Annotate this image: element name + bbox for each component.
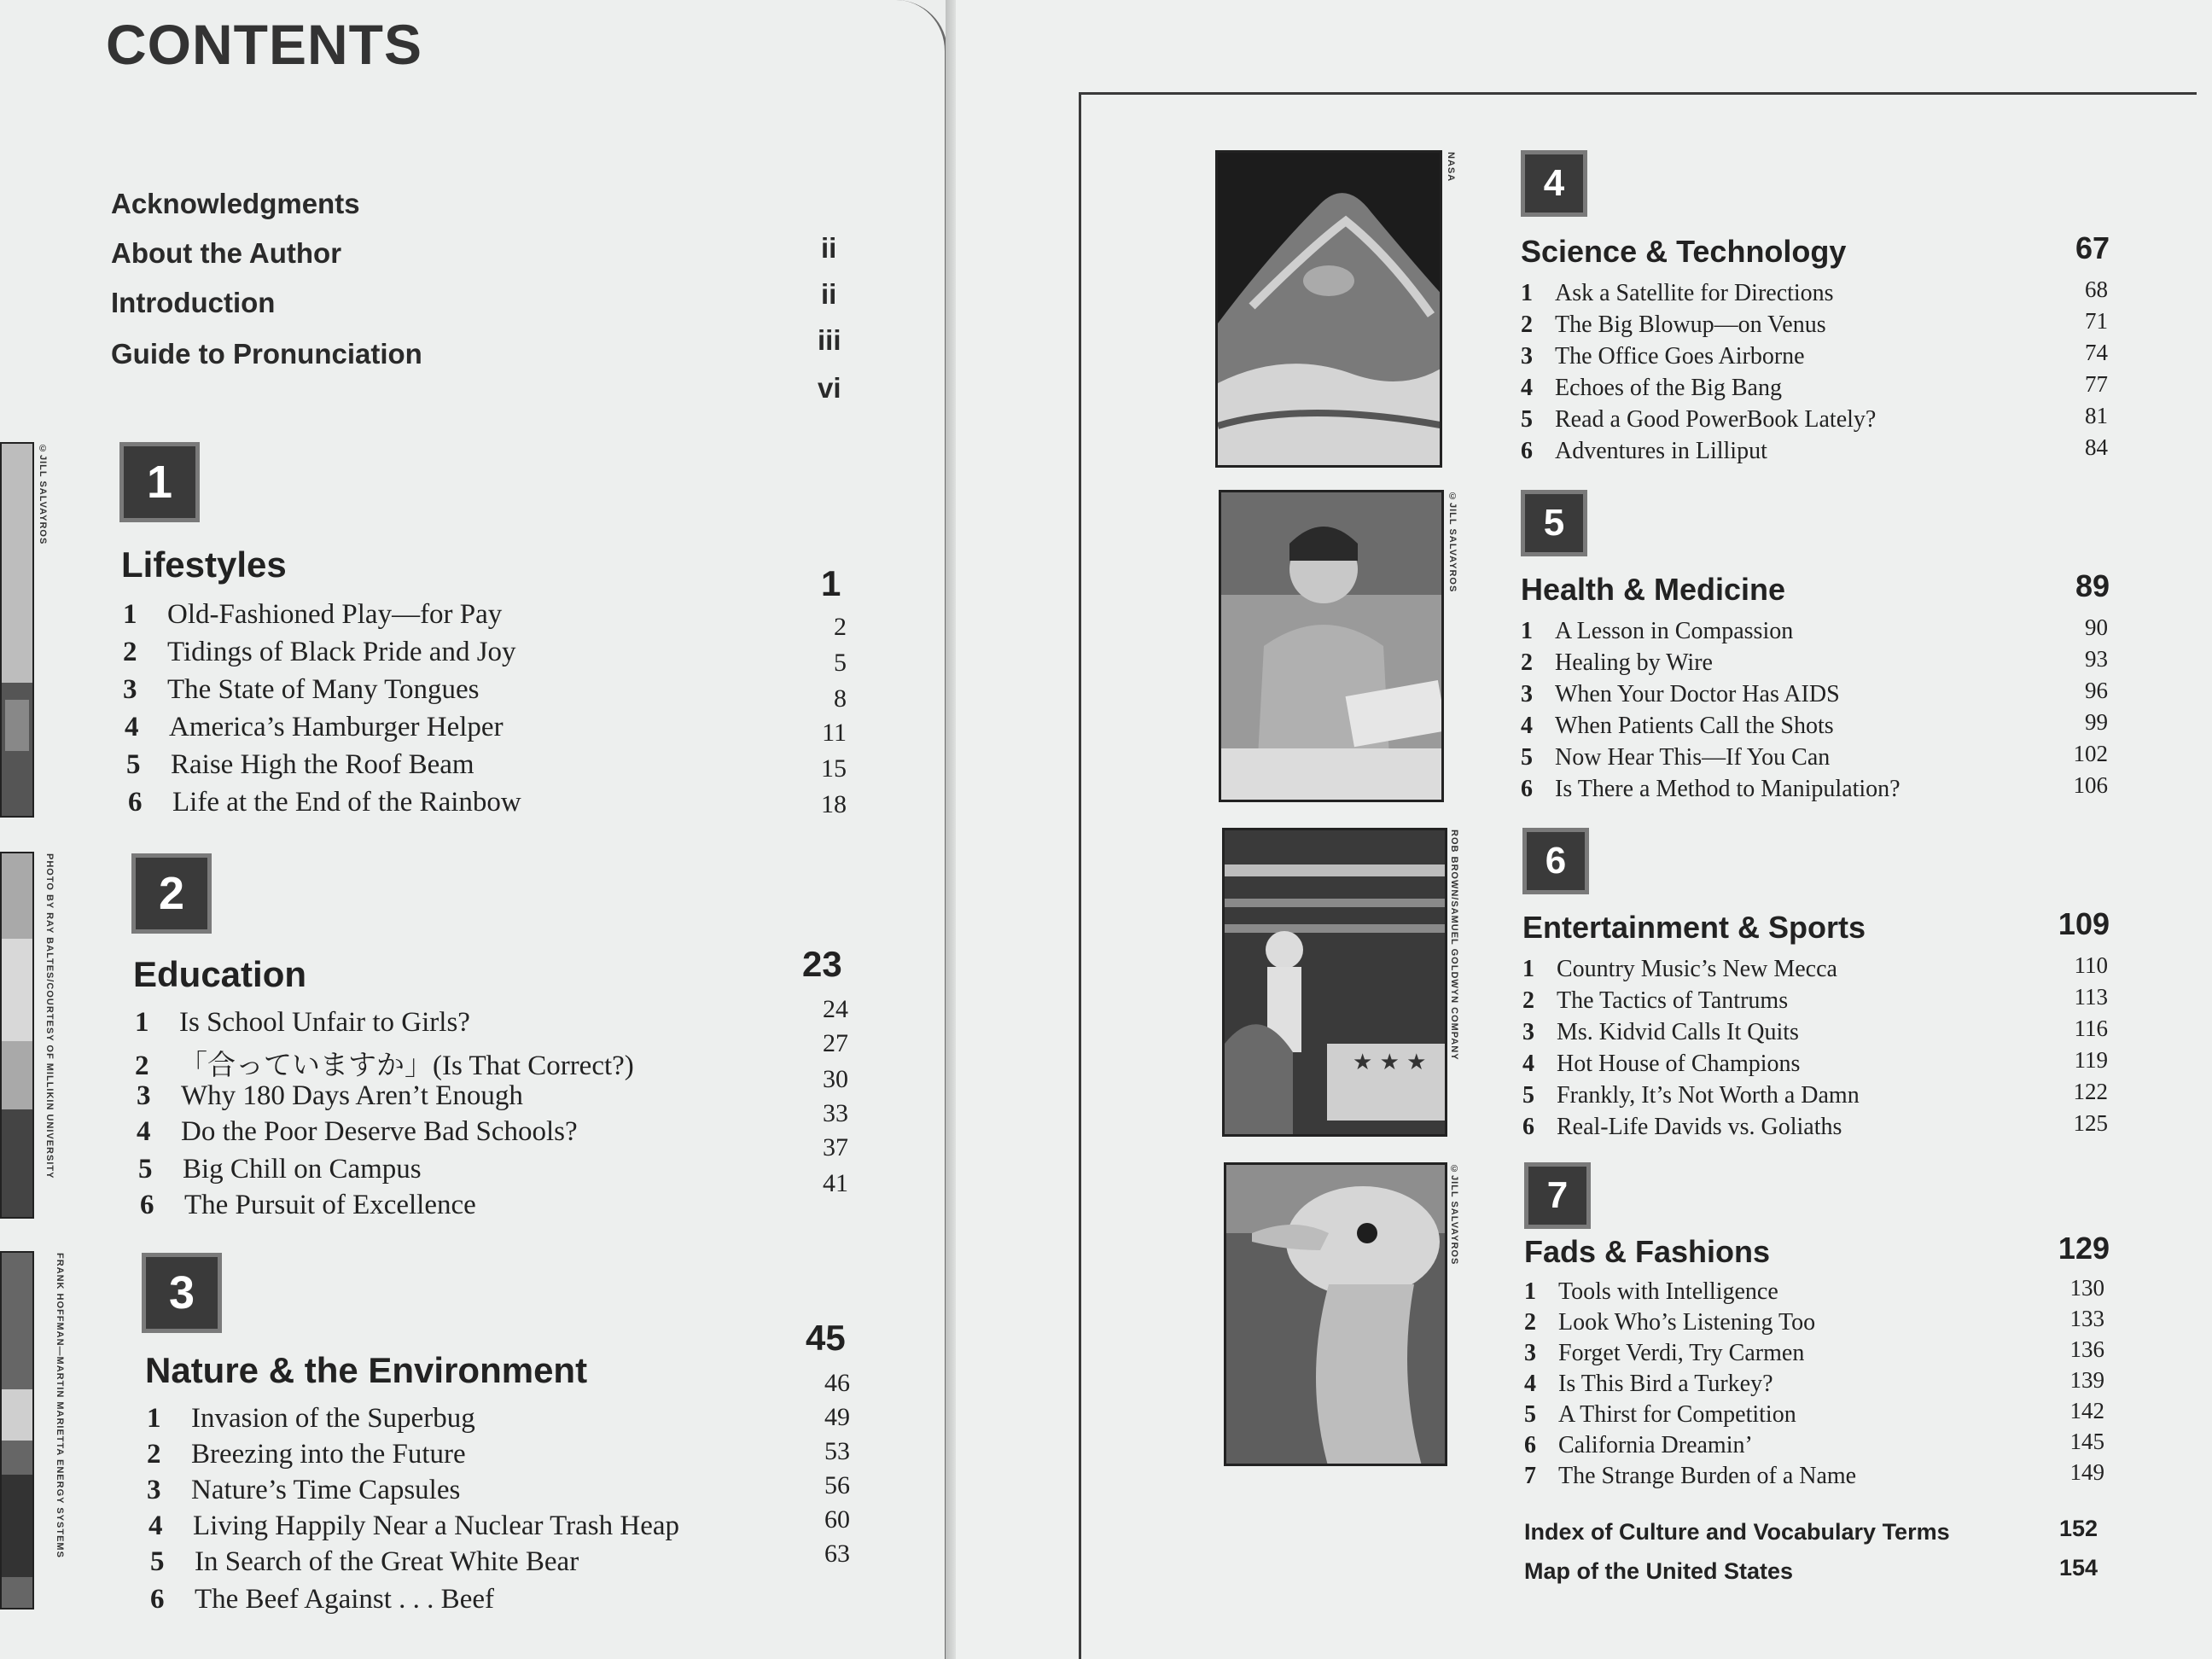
lesson-page: 68 [2085,276,2108,302]
unit-page-number: 109 [2058,906,2110,941]
lesson-page: 46 [824,1369,850,1397]
svg-text:★ ★ ★: ★ ★ ★ [1353,1050,1427,1075]
lesson-page: 63 [824,1540,850,1568]
lesson-page: 125 [2073,1110,2108,1136]
lesson-entry: 2 Healing by Wire [1521,649,1713,676]
lesson-entry: 4 Hot House of Champions [1522,1051,1801,1077]
lesson-page: 90 [2085,614,2108,640]
lesson-page: 110 [2074,952,2108,978]
front-matter-page: vi [818,372,841,404]
unit-number-badge: 7 [1524,1162,1591,1229]
lesson-page: 84 [2085,434,2108,460]
lesson-page: 142 [2069,1398,2104,1423]
lesson-page: 53 [824,1437,850,1465]
photo-credit: NASA [1446,152,1456,183]
photo-strip-image [2,853,34,1219]
lesson-page: 81 [2085,403,2108,428]
lesson-page: 77 [2085,371,2108,397]
unit-title: Health & Medicine [1521,572,1786,607]
photo-ostrich [1224,1162,1447,1466]
lesson-page: 149 [2069,1459,2104,1485]
lesson-entry: 4 Echoes of the Big Bang [1521,375,1782,401]
lesson-entry: 5 A Thirst for Competition [1524,1401,1796,1428]
lesson-page: 33 [823,1099,848,1127]
lesson-page: 56 [824,1471,850,1499]
lesson-page: 41 [823,1169,848,1197]
back-matter-page: 154 [2058,1555,2098,1580]
lesson-entry: 5 Now Hear This—If You Can [1521,744,1831,771]
unit-page-number: 45 [806,1318,846,1358]
lesson-entry: 3 Nature’s Time Capsules [147,1475,461,1505]
lesson-page: 122 [2073,1079,2108,1104]
lesson-page: 18 [821,790,847,818]
front-matter-page: ii [821,278,837,310]
lesson-entry: 2 Look Who’s Listening Too [1524,1309,1816,1336]
lesson-entry: 2 Breezing into the Future [147,1439,466,1470]
lesson-page: 49 [824,1403,850,1431]
lesson-page: 116 [2074,1016,2108,1041]
photo-credit: PHOTO BY RAY BALTES/COURTESY OF MILLIKIN UNIVERSITY [44,853,55,1179]
lesson-entry: 2 The Big Blowup—on Venus [1521,311,1826,338]
front-matter-item: Guide to Pronunciation [111,338,422,370]
lesson-page: 119 [2074,1047,2108,1073]
front-matter-page: iii [818,324,841,356]
unit-page-number: 89 [2075,568,2110,603]
lesson-entry: 5 In Search of the Great White Bear [150,1546,579,1577]
lesson-entry: 4 Is This Bird a Turkey? [1524,1371,1773,1397]
lesson-page: 15 [821,754,847,783]
lesson-entry: 7 The Strange Burden of a Name [1524,1463,1857,1489]
lesson-page: 93 [2085,646,2108,672]
lesson-entry: 2 The Tactics of Tantrums [1522,987,1789,1014]
lesson-entry: 5 Read a Good PowerBook Lately? [1521,406,1877,433]
back-matter-item: Map of the United States [1524,1558,1794,1584]
lesson-page: 11 [822,719,847,747]
lesson-entry: 3 Ms. Kidvid Calls It Quits [1522,1019,1799,1045]
lesson-page: 136 [2069,1336,2104,1362]
photo-credit: ©JILL SALVAYROS [1447,492,1458,593]
unit-number-badge: 4 [1521,150,1587,217]
lesson-page: 74 [2085,340,2108,365]
lesson-entry: 2 「合っていますか」(Is That Correct?) [135,1051,634,1081]
photo-venus [1215,150,1442,468]
lesson-entry: 1 A Lesson in Compassion [1521,618,1794,644]
lesson-page: 106 [2073,772,2108,798]
page-title: CONTENTS [106,13,422,76]
lesson-entry: 1 Tools with Intelligence [1524,1278,1778,1305]
lesson-entry: 6 Adventures in Lilliput [1521,438,1767,464]
lesson-page: 24 [823,995,848,1023]
photo-strip [0,1251,34,1610]
photo-credit: ©JILL SALVAYROS [1449,1164,1459,1266]
lesson-entry: 1 Is School Unfair to Girls? [135,1007,470,1038]
back-matter-page: 152 [2058,1516,2098,1541]
lesson-entry: 6 Is There a Method to Manipulation? [1521,776,1901,802]
unit-page-number: 129 [2058,1231,2110,1266]
lesson-page: 113 [2074,984,2108,1010]
unit-title: Education [133,954,307,994]
left-page [0,0,947,1659]
lesson-entry: 4 Living Happily Near a Nuclear Trash Heap [148,1511,680,1541]
front-matter-item: Acknowledgments [111,188,360,219]
lesson-entry: 6 Real-Life Davids vs. Goliaths [1522,1114,1842,1140]
lesson-entry: 3 When Your Doctor Has AIDS [1521,681,1840,707]
lesson-page: 2 [834,613,847,641]
unit-title: Entertainment & Sports [1522,910,1866,945]
photo-entertainment [1222,828,1447,1137]
unit-number-badge: 1 [119,442,200,522]
lesson-page: 96 [2085,678,2108,703]
doctor-image [1221,492,1444,802]
lesson-entry: 4 America’s Hamburger Helper [125,712,504,742]
venus-image [1218,153,1442,468]
lesson-page: 102 [2073,741,2108,766]
lesson-entry: 5 Raise High the Roof Beam [126,749,474,780]
lesson-entry: 6 The Beef Against . . . Beef [150,1584,494,1615]
back-matter-item: Index of Culture and Vocabulary Terms [1524,1519,1950,1545]
unit-title: Lifestyles [121,544,287,585]
lesson-page: 139 [2069,1367,2104,1393]
lesson-page: 8 [834,684,847,713]
lesson-page: 99 [2085,709,2108,735]
lesson-page: 37 [823,1133,848,1161]
unit-page-number: 67 [2075,230,2110,265]
photo-credit: FRANK HOFFMAN—MARTIN MARIETTA ENERGY SYSTEMS [55,1253,65,1558]
front-matter-item: About the Author [111,237,342,269]
ostrich-image [1226,1165,1447,1466]
lesson-entry: 4 Do the Poor Deserve Bad Schools? [137,1116,578,1147]
lesson-page: 133 [2069,1306,2104,1331]
front-matter-page: ii [821,232,837,264]
photo-strip-image [2,444,34,818]
lesson-entry: 3 The State of Many Tongues [123,674,480,705]
unit-number-badge: 5 [1521,490,1587,556]
unit-page-number: 1 [821,563,841,603]
lesson-entry: 4 When Patients Call the Shots [1521,713,1834,739]
lesson-entry: 6 The Pursuit of Excellence [140,1190,476,1220]
photo-strip [0,442,34,818]
lesson-entry: 5 Big Chill on Campus [138,1154,422,1185]
lesson-entry: 3 Forget Verdi, Try Carmen [1524,1340,1805,1366]
lesson-page: 27 [823,1029,848,1057]
lesson-page: 60 [824,1505,850,1534]
lesson-page: 145 [2069,1429,2104,1454]
lesson-entry: 2 Tidings of Black Pride and Joy [123,637,516,667]
lesson-entry: 6 California Dreamin’ [1524,1432,1753,1458]
entertainment-image [1225,830,1447,1137]
photo-credit: ROB BROWN/SAMUEL GOLDWYN COMPANY [1449,830,1459,1061]
unit-number-badge: 2 [131,853,212,934]
lesson-entry: 1 Old-Fashioned Play—for Pay [123,599,503,630]
lesson-entry: 1 Country Music’s New Mecca [1522,956,1837,982]
unit-title: Science & Technology [1521,234,1847,269]
photo-credit: ©JILL SALVAYROS [38,444,48,545]
unit-title: Nature & the Environment [145,1350,588,1390]
photo-strip [0,852,34,1219]
lesson-page: 71 [2085,308,2108,334]
unit-page-number: 23 [802,944,842,984]
lesson-entry: 1 Invasion of the Superbug [147,1403,475,1434]
photo-strip-image [2,1253,34,1610]
lesson-entry: 5 Frankly, It’s Not Worth a Damn [1522,1082,1860,1109]
lesson-entry: 6 Life at the End of the Rainbow [128,787,521,818]
unit-title: Fads & Fashions [1524,1234,1771,1269]
lesson-entry: 3 The Office Goes Airborne [1521,343,1805,370]
lesson-entry: 3 Why 180 Days Aren’t Enough [137,1080,523,1111]
lesson-page: 30 [823,1065,848,1093]
unit-number-badge: 3 [142,1253,222,1333]
lesson-entry: 1 Ask a Satellite for Directions [1521,280,1834,306]
photo-doctor [1219,490,1444,802]
front-matter-item: Introduction [111,287,276,318]
lesson-page: 130 [2069,1275,2104,1301]
lesson-page: 5 [834,649,847,677]
unit-number-badge: 6 [1522,828,1589,894]
